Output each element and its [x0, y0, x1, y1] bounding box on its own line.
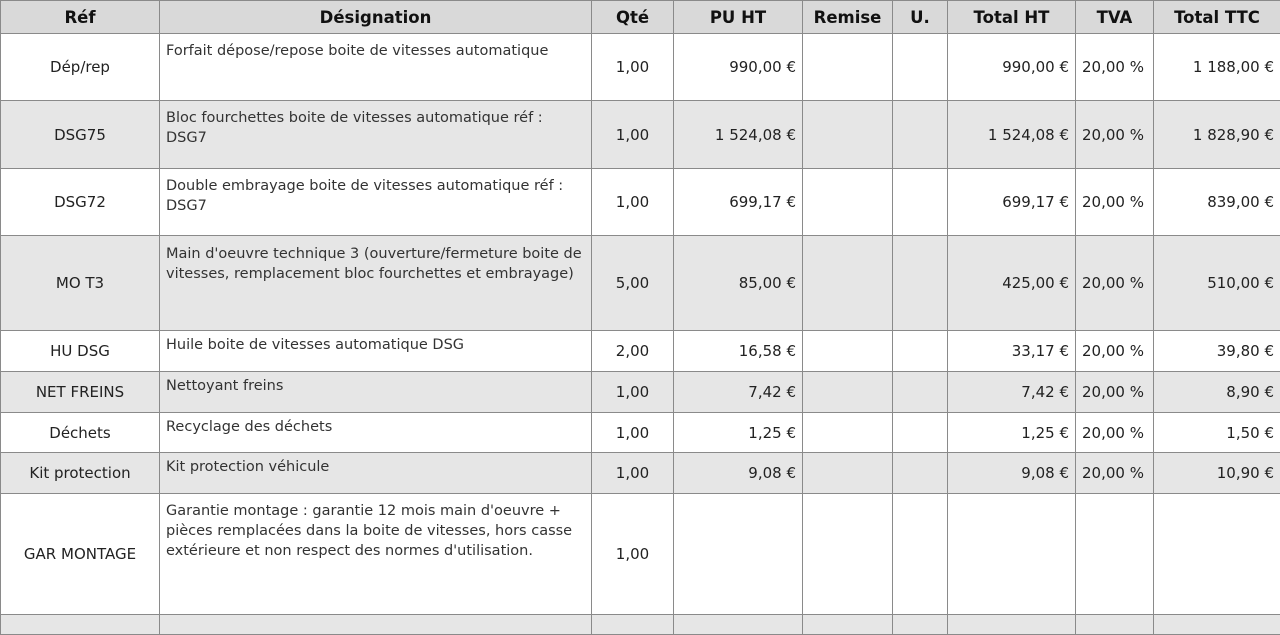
cell-empty: [1154, 615, 1280, 635]
cell-total-ht: 7,42 €: [948, 372, 1076, 413]
cell-qty: 1,00: [592, 372, 674, 413]
cell-tva: 20,00 %: [1076, 169, 1154, 236]
cell-discount: [803, 169, 893, 236]
cell-discount: [803, 331, 893, 372]
cell-ref: Dép/rep: [1, 34, 160, 101]
header-unit: U.: [893, 1, 948, 34]
cell-total-ttc: 510,00 €: [1154, 236, 1280, 331]
cell-unit: [893, 101, 948, 169]
cell-unit: [893, 34, 948, 101]
cell-unit-price: 990,00 €: [674, 34, 803, 101]
table-row: [1, 453, 1280, 494]
cell-total-ht: 990,00 €: [948, 34, 1076, 101]
header-qty: Qté: [592, 1, 674, 34]
cell-ref: HU DSG: [1, 331, 160, 372]
cell-tva: 20,00 %: [1076, 101, 1154, 169]
cell-ref: NET FREINS: [1, 372, 160, 413]
cell-total-ht: 1,25 €: [948, 413, 1076, 453]
cell-designation: [160, 169, 592, 236]
designation-text: Nettoyant freins: [166, 376, 585, 408]
cell-empty: [1076, 615, 1154, 635]
table-row-partial: [1, 615, 1280, 635]
designation-text: Double embrayage boite de vitesses automatique réf : DSG7: [166, 176, 585, 229]
cell-unit: [893, 413, 948, 453]
cell-discount: [803, 236, 893, 331]
table-row: [1, 494, 1280, 615]
cell-designation: [160, 331, 592, 372]
header-tva: TVA: [1076, 1, 1154, 34]
cell-qty: 2,00: [592, 331, 674, 372]
cell-qty: 1,00: [592, 169, 674, 236]
cell-tva: 20,00 %: [1076, 236, 1154, 331]
cell-designation: [160, 453, 592, 494]
cell-ref: DSG72: [1, 169, 160, 236]
cell-total-ttc: 8,90 €: [1154, 372, 1280, 413]
cell-designation: [160, 494, 592, 615]
cell-discount: [803, 101, 893, 169]
cell-qty: 1,00: [592, 413, 674, 453]
designation-text: Kit protection véhicule: [166, 457, 585, 489]
cell-designation: [160, 236, 592, 331]
header-discount: Remise: [803, 1, 893, 34]
cell-tva: 20,00 %: [1076, 34, 1154, 101]
table-row: [1, 101, 1280, 169]
cell-designation: [160, 413, 592, 453]
cell-ref: DSG75: [1, 101, 160, 169]
cell-empty: [592, 615, 674, 635]
cell-qty: 1,00: [592, 453, 674, 494]
cell-total-ttc: 1 828,90 €: [1154, 101, 1280, 169]
cell-unit-price: 1,25 €: [674, 413, 803, 453]
cell-qty: 5,00: [592, 236, 674, 331]
header-ref: Réf: [1, 1, 160, 34]
cell-unit-price: 699,17 €: [674, 169, 803, 236]
cell-unit-price: 85,00 €: [674, 236, 803, 331]
cell-unit: [893, 494, 948, 615]
cell-discount: [803, 372, 893, 413]
cell-empty: [893, 615, 948, 635]
cell-empty: [1, 615, 160, 635]
header-designation: Désignation: [160, 1, 592, 34]
cell-tva: 20,00 %: [1076, 413, 1154, 453]
designation-text: Recyclage des déchets: [166, 417, 585, 449]
cell-total-ht: 9,08 €: [948, 453, 1076, 494]
cell-qty: 1,00: [592, 494, 674, 615]
cell-designation: [160, 372, 592, 413]
cell-discount: [803, 413, 893, 453]
cell-total-ttc: [1154, 494, 1280, 615]
cell-unit-price: [674, 494, 803, 615]
cell-tva: 20,00 %: [1076, 453, 1154, 494]
cell-qty: 1,00: [592, 34, 674, 101]
cell-empty: [160, 615, 592, 635]
header-total-ht: Total HT: [948, 1, 1076, 34]
cell-discount: [803, 453, 893, 494]
table-header-row: [1, 1, 1280, 34]
cell-total-ht: 425,00 €: [948, 236, 1076, 331]
designation-text: Huile boite de vitesses automatique DSG: [166, 335, 585, 367]
cell-ref: Déchets: [1, 413, 160, 453]
cell-unit-price: 1 524,08 €: [674, 101, 803, 169]
cell-unit: [893, 236, 948, 331]
cell-empty: [948, 615, 1076, 635]
cell-ref: Kit protection: [1, 453, 160, 494]
cell-total-ht: 33,17 €: [948, 331, 1076, 372]
cell-designation: [160, 101, 592, 169]
cell-total-ttc: 1 188,00 €: [1154, 34, 1280, 101]
table-row: [1, 331, 1280, 372]
header-total-ttc: Total TTC: [1154, 1, 1280, 34]
cell-discount: [803, 34, 893, 101]
cell-unit-price: 9,08 €: [674, 453, 803, 494]
cell-unit-price: 16,58 €: [674, 331, 803, 372]
table-row: [1, 413, 1280, 453]
cell-qty: 1,00: [592, 101, 674, 169]
cell-total-ht: 699,17 €: [948, 169, 1076, 236]
cell-ref: GAR MONTAGE: [1, 494, 160, 615]
header-unit-price: PU HT: [674, 1, 803, 34]
table-row: [1, 372, 1280, 413]
cell-unit: [893, 453, 948, 494]
cell-total-ht: [948, 494, 1076, 615]
cell-unit: [893, 169, 948, 236]
cell-unit-price: 7,42 €: [674, 372, 803, 413]
designation-text: Bloc fourchettes boite de vitesses automatique réf : DSG7: [166, 108, 585, 161]
designation-text: Main d'oeuvre technique 3 (ouverture/fermeture boite de vitesses, remplacement bloc fourchettes et embrayage): [166, 242, 585, 324]
cell-unit: [893, 372, 948, 413]
designation-text: Garantie montage : garantie 12 mois main d'oeuvre + pièces remplacées dans la boite de vitesses, hors casse extérieure et non respect des normes d'utilisation.: [166, 501, 585, 607]
cell-empty: [674, 615, 803, 635]
cell-ref: MO T3: [1, 236, 160, 331]
cell-total-ht: 1 524,08 €: [948, 101, 1076, 169]
cell-designation: [160, 34, 592, 101]
cell-tva: 20,00 %: [1076, 331, 1154, 372]
cell-total-ttc: 39,80 €: [1154, 331, 1280, 372]
cell-total-ttc: 1,50 €: [1154, 413, 1280, 453]
cell-total-ttc: 10,90 €: [1154, 453, 1280, 494]
cell-empty: [803, 615, 893, 635]
cell-unit: [893, 331, 948, 372]
cell-total-ttc: 839,00 €: [1154, 169, 1280, 236]
designation-text: Forfait dépose/repose boite de vitesses automatique: [166, 41, 585, 94]
cell-tva: [1076, 494, 1154, 615]
table-row: [1, 34, 1280, 101]
table-row: [1, 236, 1280, 331]
cell-tva: 20,00 %: [1076, 372, 1154, 413]
table-row: [1, 169, 1280, 236]
cell-discount: [803, 494, 893, 615]
